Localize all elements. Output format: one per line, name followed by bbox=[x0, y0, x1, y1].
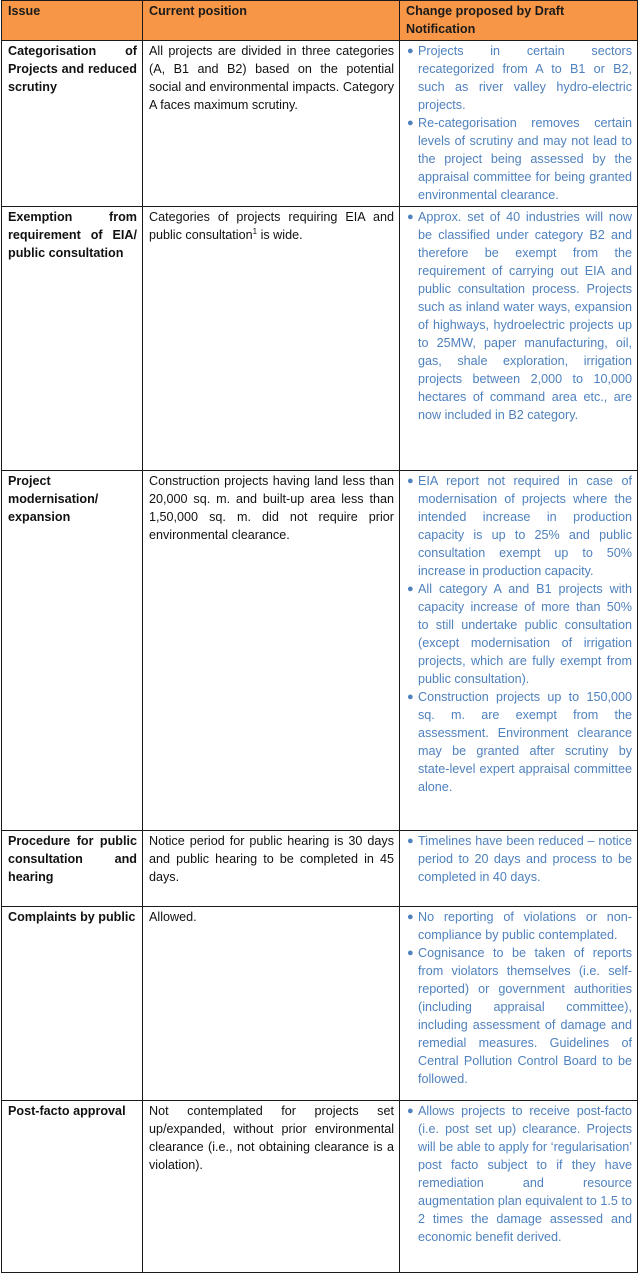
bullet-icon: ● bbox=[407, 947, 414, 959]
issue-cell: Procedure for public consultation and hearing bbox=[2, 831, 143, 907]
current-position-cell: Construction projects having land less than 20,000 sq. m. and built-up area less than 1,50,000 sq. m. did not require prior environmental clearance. bbox=[143, 471, 400, 831]
change-item: ● EIA report not required in case of modernisation of projects where the intended increase in production capacity is up to 25% and public consultation exempt up to 50% increase in production capacity. bbox=[407, 474, 632, 578]
bullet-icon: ● bbox=[407, 1105, 414, 1117]
header-current-position: Current position bbox=[143, 1, 400, 41]
bullet-icon: ● bbox=[407, 45, 414, 57]
issue-cell: Post-facto approval bbox=[2, 1101, 143, 1273]
change-cell bbox=[400, 41, 638, 207]
change-item: ● No reporting of violations or non-compliance by public contemplated. bbox=[407, 910, 632, 942]
change-list bbox=[406, 832, 632, 886]
bullet-icon: ● bbox=[407, 475, 414, 487]
issue-cell: Exemption from requirement of EIA/ public consultation bbox=[2, 207, 143, 471]
change-cell bbox=[400, 831, 638, 907]
current-position-cell: All projects are divided in three categories (A, B1 and B2) based on the potential social and environmental impacts. Category A faces maximum scrutiny. bbox=[143, 41, 400, 207]
table-row bbox=[2, 831, 638, 907]
table-header-row bbox=[2, 1, 638, 41]
change-cell bbox=[400, 907, 638, 1101]
change-cell bbox=[400, 471, 638, 831]
change-item: ● Construction projects up to 150,000 sq. m. are exempt from the assessment. Environment clearance may be granted after scrutiny by state-level expert appraisal committee alone. bbox=[407, 690, 632, 794]
current-position-cell: Allowed. bbox=[143, 907, 400, 1101]
table-row bbox=[2, 41, 638, 207]
change-item: ● Timelines have been reduced – notice period to 20 days and process to be completed in 40 days. bbox=[407, 834, 632, 884]
change-cell bbox=[400, 1101, 638, 1273]
change-item: ● Re-categorisation removes certain levels of scrutiny and may not lead to the project being assessed by the appraisal committee for being granted environmental clearance. bbox=[407, 116, 632, 202]
bullet-icon: ● bbox=[407, 911, 414, 923]
change-item: ● Approx. set of 40 industries will now be classified under category B2 and therefore be exempt from the requirement of carrying out EIA and public consultation process. Projects such as inland water ways, expansion of highways, hydroelectric projects up to 25MW, paper manufacturing, oil, gas, shale exploration, irrigation projects between 2,000 to 10,000 hectares of command area etc., are now included in B2 category. bbox=[407, 210, 632, 422]
table-row bbox=[2, 907, 638, 1101]
bullet-icon: ● bbox=[407, 583, 414, 595]
change-list bbox=[406, 42, 632, 204]
header-change-proposed: Change proposed by Draft Notification bbox=[400, 1, 638, 41]
bullet-icon: ● bbox=[407, 117, 414, 129]
issue-cell: Complaints by public bbox=[2, 907, 143, 1101]
table-row bbox=[2, 471, 638, 831]
change-list bbox=[406, 208, 632, 424]
bullet-icon: ● bbox=[407, 835, 414, 847]
issue-cell: Categorisation of Projects and reduced scrutiny bbox=[2, 41, 143, 207]
bullet-icon: ● bbox=[407, 211, 414, 223]
footnote-marker: 1 bbox=[252, 226, 258, 236]
change-list bbox=[406, 908, 632, 1088]
change-item: ● Cognisance to be taken of reports from violators themselves (i.e. self-reported) or government authorities (including appraisal committee), including assessment of damage and remedial measures. Guidelines of Central Pollution Control Board to be followed. bbox=[407, 946, 632, 1086]
table-row bbox=[2, 1101, 638, 1273]
current-position-cell: Categories of projects requiring EIA and public consultation$^1$ is wide. bbox=[143, 207, 400, 471]
eia-comparison-table bbox=[1, 0, 638, 1273]
header-issue: Issue bbox=[2, 1, 143, 41]
bullet-icon: ● bbox=[407, 691, 414, 703]
current-position-cell: Notice period for public hearing is 30 days and public hearing to be completed in 45 days. bbox=[143, 831, 400, 907]
change-item: ● Allows projects to receive post-facto (i.e. post set up) clearance. Projects will be able to apply for ‘regularisation’ post facto subject to if they have remediation and resource augmentation plan equivalent to 1.5 to 2 times the damage assessed and economic benefit derived. bbox=[407, 1104, 632, 1244]
issue-cell: Project modernisation/ expansion bbox=[2, 471, 143, 831]
change-item: ● Projects in certain sectors recategorized from A to B1 or B2, such as river valley hydro-electric projects. bbox=[407, 44, 632, 112]
current-position-cell: Not contemplated for projects set up/expanded, without prior environmental clearance (i.e., not obtaining clearance is a violation). bbox=[143, 1101, 400, 1273]
change-list bbox=[406, 1102, 632, 1246]
change-list bbox=[406, 472, 632, 796]
change-cell bbox=[400, 207, 638, 471]
table-row bbox=[2, 207, 638, 471]
change-item: ● All category A and B1 projects with capacity increase of more than 50% to still undertake public consultation (except modernisation of irrigation projects, which are fully exempt from public consultation). bbox=[407, 582, 632, 686]
